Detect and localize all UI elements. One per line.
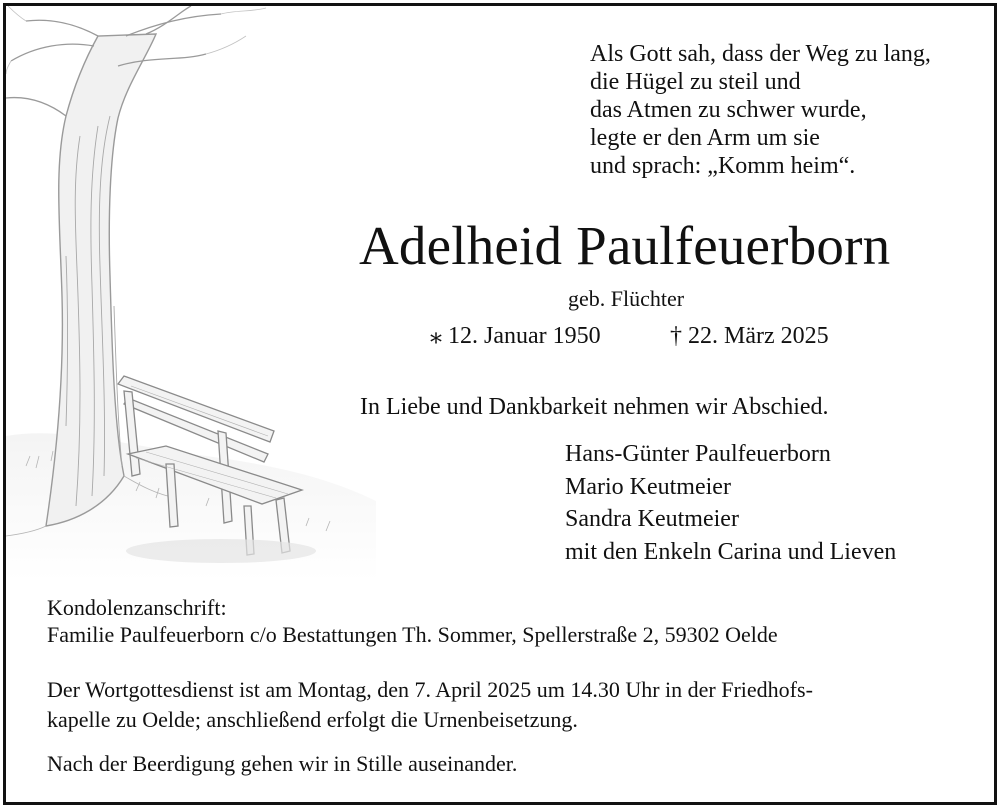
mourner: mit den Enkeln Carina und Lieven: [565, 538, 897, 565]
tree-and-bench-illustration: [6, 6, 386, 581]
farewell-text: In Liebe und Dankbarkeit nehmen wir Abschied.: [360, 394, 829, 420]
condolence-address: Familie Paulfeuerborn c/o Bestattungen Th. Sommer, Spellerstraße 2, 59302 Oelde: [47, 622, 778, 647]
mourner: Mario Keutmeier: [565, 473, 731, 500]
poem-line: legte er den Arm um sie: [590, 125, 820, 151]
deceased-name: Adelheid Paulfeuerborn: [359, 215, 891, 276]
mourner: Sandra Keutmeier: [565, 506, 739, 532]
poem-line: die Hügel zu steil und: [590, 69, 801, 95]
birth-date: ⁎ 12. Januar 1950: [430, 323, 601, 349]
poem-line: und sprach: „Komm heim“.: [590, 153, 856, 179]
poem: [590, 40, 931, 180]
service-line: Der Wortgottesdienst ist am Montag, den 7. April 2025 um 14.30 Uhr in der Friedhofs-: [47, 677, 813, 702]
obituary-notice: [3, 3, 997, 805]
mourner: Hans-Günter Paulfeuerborn: [565, 441, 831, 467]
mourners-list: [565, 438, 896, 568]
birth-name: geb. Flüchter: [568, 286, 685, 311]
service-info: [47, 675, 813, 735]
poem-line: das Atmen zu schwer wurde,: [590, 97, 867, 123]
closing-text: Nach der Beerdigung gehen wir in Stille auseinander.: [47, 751, 518, 776]
condolence-label: Kondolenzanschrift:: [47, 595, 227, 620]
condolence-address-block: [47, 594, 778, 648]
death-date: † 22. März 2025: [670, 323, 829, 349]
poem-line: Als Gott sah, dass der Weg zu lang,: [590, 41, 931, 67]
service-line: kapelle zu Oelde; anschließend erfolgt die Urnenbeisetzung.: [47, 707, 578, 732]
